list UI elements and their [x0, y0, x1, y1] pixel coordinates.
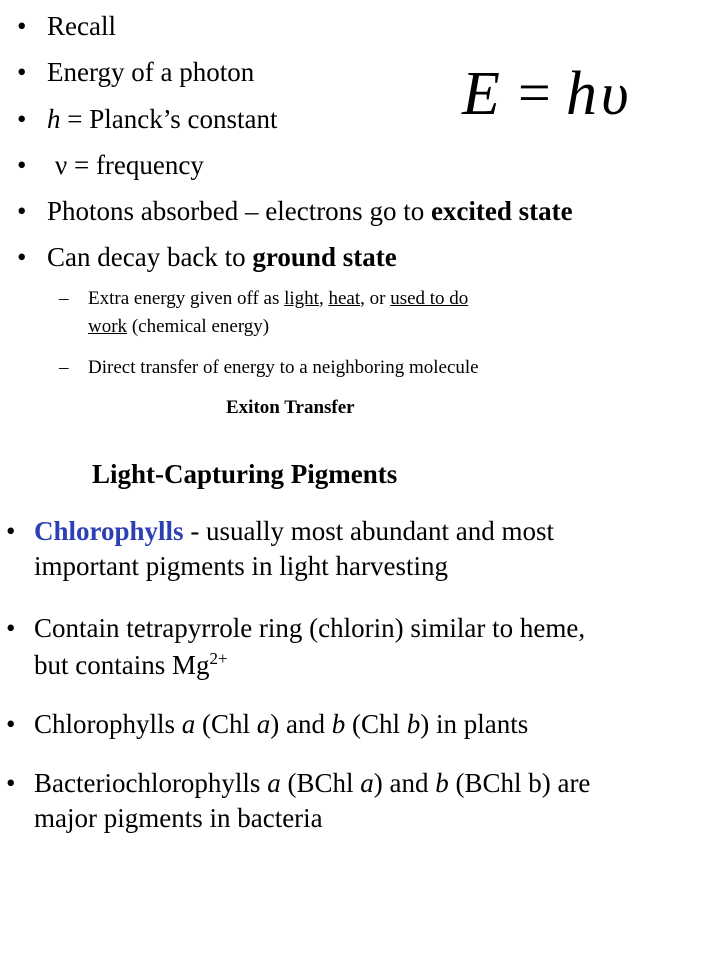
energy-formula — [460, 58, 650, 128]
extra-energy-text-line1: Extra energy given off as light, heat, or used to do — [88, 288, 469, 309]
tetrapyrrole-line2: but contains $Mg^{2+}$ — [34, 649, 228, 680]
chlorophyll-ab-text: Chlorophylls a (Chl a) and b (Chl b) in plants — [34, 709, 529, 739]
formula-e: E — [462, 60, 500, 128]
bacteriochlorophylls-line1: Bacteriochlorophylls a (BChl a) and b (BChl b) are — [34, 768, 591, 798]
section-title: Light-Capturing Pigments — [92, 459, 398, 489]
energy-photon-text: Energy of a photon — [47, 57, 255, 87]
dash: – — [59, 288, 69, 309]
formula-equals: = — [518, 60, 551, 125]
bullet: • — [6, 516, 16, 546]
dash: – — [59, 357, 69, 378]
photons-absorbed-text: Photons absorbed – electrons go to excited state — [47, 196, 573, 226]
formula-nu: υ — [601, 61, 629, 127]
formula-h: h — [566, 60, 597, 128]
bullet: • — [6, 709, 16, 739]
bullet: • — [6, 613, 16, 643]
recall-text: Recall — [47, 11, 116, 41]
tetrapyrrole-line1: Contain tetrapyrrole ring (chlorin) similar to heme, — [34, 613, 586, 643]
bullet: • — [6, 768, 16, 798]
bullet: • — [17, 242, 27, 272]
bullet: • — [17, 104, 27, 134]
exiton-transfer-label: Exiton Transfer — [226, 397, 355, 418]
bacteriochlorophylls-line2: major pigments in bacteria — [34, 803, 323, 833]
extra-energy-text-line2: work (chemical energy) — [88, 316, 270, 337]
bullet: • — [17, 196, 27, 226]
planck-text: h = Planck’s constant — [47, 104, 278, 134]
direct-transfer-text: Direct transfer of energy to a neighboring molecule — [88, 357, 479, 378]
chlorophylls-line2: important pigments in light harvesting — [34, 551, 448, 581]
chlorophylls-line1: Chlorophylls - usually most abundant and most — [34, 516, 555, 546]
bullet: • — [17, 150, 27, 180]
decay-text: Can decay back to ground state — [47, 242, 397, 272]
bullet: • — [17, 57, 27, 87]
bullet: • — [17, 11, 27, 41]
frequency-text: ν = frequency — [55, 150, 204, 180]
